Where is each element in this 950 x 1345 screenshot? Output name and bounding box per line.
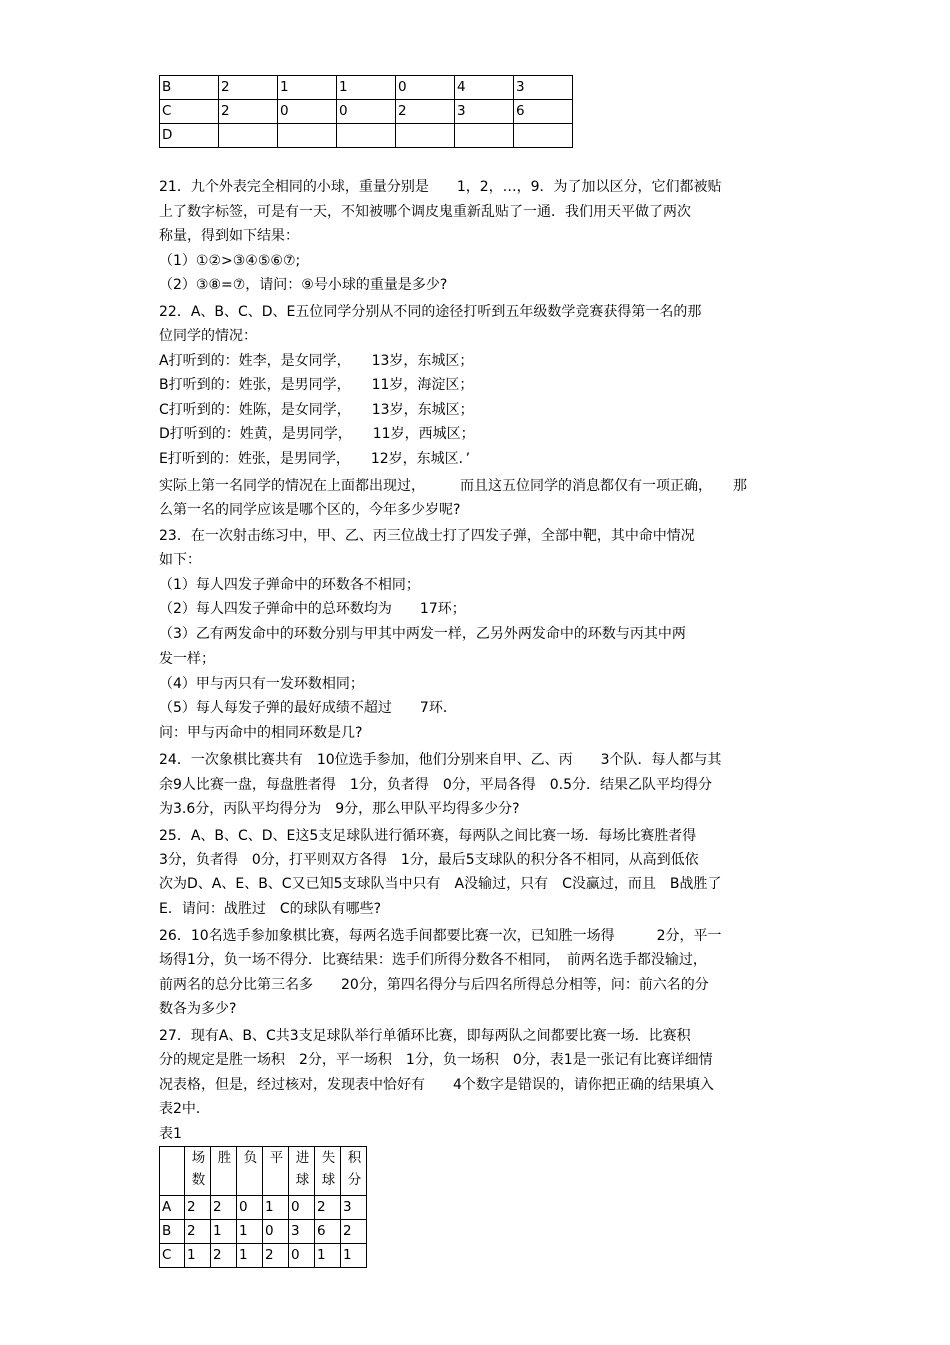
text-line: A打听到的：姓李，是女同学， 13岁，东城区； [159,353,474,369]
text-line: 21．九个外表完全相同的小球，重量分别是 1，2，…，9．为了加以区分，它们都被贴 [159,179,722,195]
table-header-cell: 进球 [289,1147,315,1196]
top-table [159,75,573,148]
text-line: 场得1分，负一场不得分．比赛结果：选手们所得分数各不相同， 前两名选手都没输过， [159,952,707,968]
text-line: 余9人比赛一盘，每盘胜者得 1分，负者得 0分，平局各得 0.5分．结果乙队平均得分 [159,777,712,793]
table-cell: 2 [396,100,455,124]
table-cell [396,124,455,148]
table-cell: A [160,1196,185,1220]
table-header-row [160,1147,367,1196]
table-cell: 6 [514,100,573,124]
table-cell: 2 [185,1196,211,1220]
table-cell: 2 [315,1196,341,1220]
text-line: 上了数字标签，可是有一天，不知被哪个调皮鬼重新乱贴了一通．我们用天平做了两次 [159,204,691,220]
table-cell: 3 [341,1196,367,1220]
table-cell: 1 [263,1196,289,1220]
text-line: 表2中． [159,1101,210,1117]
text-line: E．请问：战胜过 C的球队有哪些? [159,901,382,917]
text-line: 况表格，但是，经过核对，发现表中恰好有 4个数字是错误的，请你把正确的结果填入 [159,1077,714,1093]
table-row [160,124,573,148]
table-header-cell: 积分 [341,1147,367,1196]
text-line: （1）①②>③④⑤⑥⑦; [159,253,301,269]
text-line: 问：甲与丙命中的相同环数是几? [159,725,363,741]
text-line: 么第一名的同学应该是哪个区的，今年多少岁呢? [159,502,461,518]
table-cell: 1 [237,1220,263,1244]
text-line: （5）每人每发子弹的最好成绩不超过 7环． [159,700,457,716]
table-1 [159,1146,367,1268]
text-line: 实际上第一名同学的情况在上面都出现过， 而且这五位同学的消息都仅有一项正确， 那 [159,478,747,494]
table-cell: 2 [211,1244,237,1268]
table-cell: 2 [219,76,278,100]
text-line: D打听到的：姓黄，是男同学， 11岁，西城区； [159,426,475,442]
table-cell: D [160,124,219,148]
text-line: E打听到的：姓张，是男同学， 12岁，东城区．’ [159,451,471,467]
table-header-cell: 场数 [185,1147,211,1196]
text-line: （1）每人四发子弹命中的环数各不相同； [159,577,420,593]
table-cell: 1 [337,76,396,100]
table-cell: 3 [289,1220,315,1244]
text-line: 分的规定是胜一场积 2分，平一场积 1分，负一场积 0分，表1是一张记有比赛详细情 [159,1052,713,1068]
table-cell [337,124,396,148]
text-line: 数各为多少? [159,1001,237,1017]
table-cell: C [160,1244,185,1268]
text-line: 次为D、A、E、B、C又已知5支球队当中只有 A没输过，只有 C没赢过，而且 B战胜了 [159,876,722,892]
text-line: 称量，得到如下结果： [159,228,299,244]
table-cell: 2 [219,100,278,124]
table-cell: B [160,1220,185,1244]
table-cell: C [160,100,219,124]
table-cell [514,124,573,148]
text-line: 前两名的总分比第三名多 20分，第四名得分与后四名所得总分相等，问：前六名的分 [159,977,709,993]
text-line: 27．现有A、B、C共3支足球队举行单循环比赛，即每两队之间都要比赛一场．比赛积 [159,1028,691,1044]
table-cell: 0 [289,1196,315,1220]
table-cell: 4 [455,76,514,100]
table-row [160,1220,367,1244]
text-line: 23．在一次射击练习中，甲、乙、丙三位战士打了四发子弹，全部中靶，其中命中情况 [159,528,695,544]
table-cell: 0 [289,1244,315,1268]
text-line: 位同学的情况： [159,328,257,344]
table-row [160,100,573,124]
table-header-cell: 负 [237,1147,263,1196]
table-cell: 2 [341,1220,367,1244]
text-line: 3分，负者得 0分，打平则双方各得 1分，最后5支球队的积分各不相同，从高到低依 [159,852,699,868]
text-line: （2）每人四发子弹命中的总环数均为 17环； [159,601,466,617]
table-cell: 3 [455,100,514,124]
table-cell: 1 [237,1244,263,1268]
table-header-cell: 失球 [315,1147,341,1196]
table-cell: 1 [185,1244,211,1268]
table-row [160,1244,367,1268]
text-line: 为3.6分，丙队平均得分为 9分，那么甲队平均得多少分? [159,801,520,817]
text-line: （2）③⑧=⑦，请问：⑨号小球的重量是多少? [159,277,448,293]
text-line: C打听到的：姓陈，是女同学， 13岁，东城区； [159,402,474,418]
text-line: 22．A、B、C、D、E五位同学分别从不同的途径打听到五年级数学竞赛获得第一名的那 [159,304,702,320]
table-cell [455,124,514,148]
table-cell: 3 [514,76,573,100]
table-cell [219,124,278,148]
table-cell: 2 [211,1196,237,1220]
text-line: 表1 [159,1126,182,1142]
text-line: （4）甲与丙只有一发环数相同； [159,676,364,692]
table-cell: 0 [337,100,396,124]
table-cell: 1 [315,1244,341,1268]
table-cell: 1 [341,1244,367,1268]
table-cell: 0 [396,76,455,100]
table-cell: 1 [211,1220,237,1244]
table-header-cell: 胜 [211,1147,237,1196]
table-cell: 6 [315,1220,341,1244]
table-header-cell: 平 [263,1147,289,1196]
text-line: 26．10名选手参加象棋比赛，每两名选手间都要比赛一次，已知胜一场得 2分，平一 [159,928,722,944]
table-cell: 0 [237,1196,263,1220]
text-line: 如下： [159,552,201,568]
table-cell: 2 [185,1220,211,1244]
table-cell: 1 [278,76,337,100]
text-line: B打听到的：姓张，是男同学， 11岁，海淀区； [159,377,474,393]
table-cell: B [160,76,219,100]
text-line: 24．一次象棋比赛共有 10位选手参加，他们分别来自甲、乙、丙 3个队．每人都与其 [159,752,722,768]
text-line: （3）乙有两发命中的环数分别与甲其中两发一样，乙另外两发命中的环数与丙其中两 [159,626,686,642]
table-header-cell [160,1147,185,1196]
table-row [160,1196,367,1220]
text-line: 发一样； [159,651,215,667]
table-row [160,76,573,100]
table-cell: 0 [263,1220,289,1244]
table-cell: 0 [278,100,337,124]
table-cell [278,124,337,148]
table-cell: 2 [263,1244,289,1268]
text-line: 25．A、B、C、D、E这5支足球队进行循环赛，每两队之间比赛一场．每场比赛胜者得 [159,828,697,844]
